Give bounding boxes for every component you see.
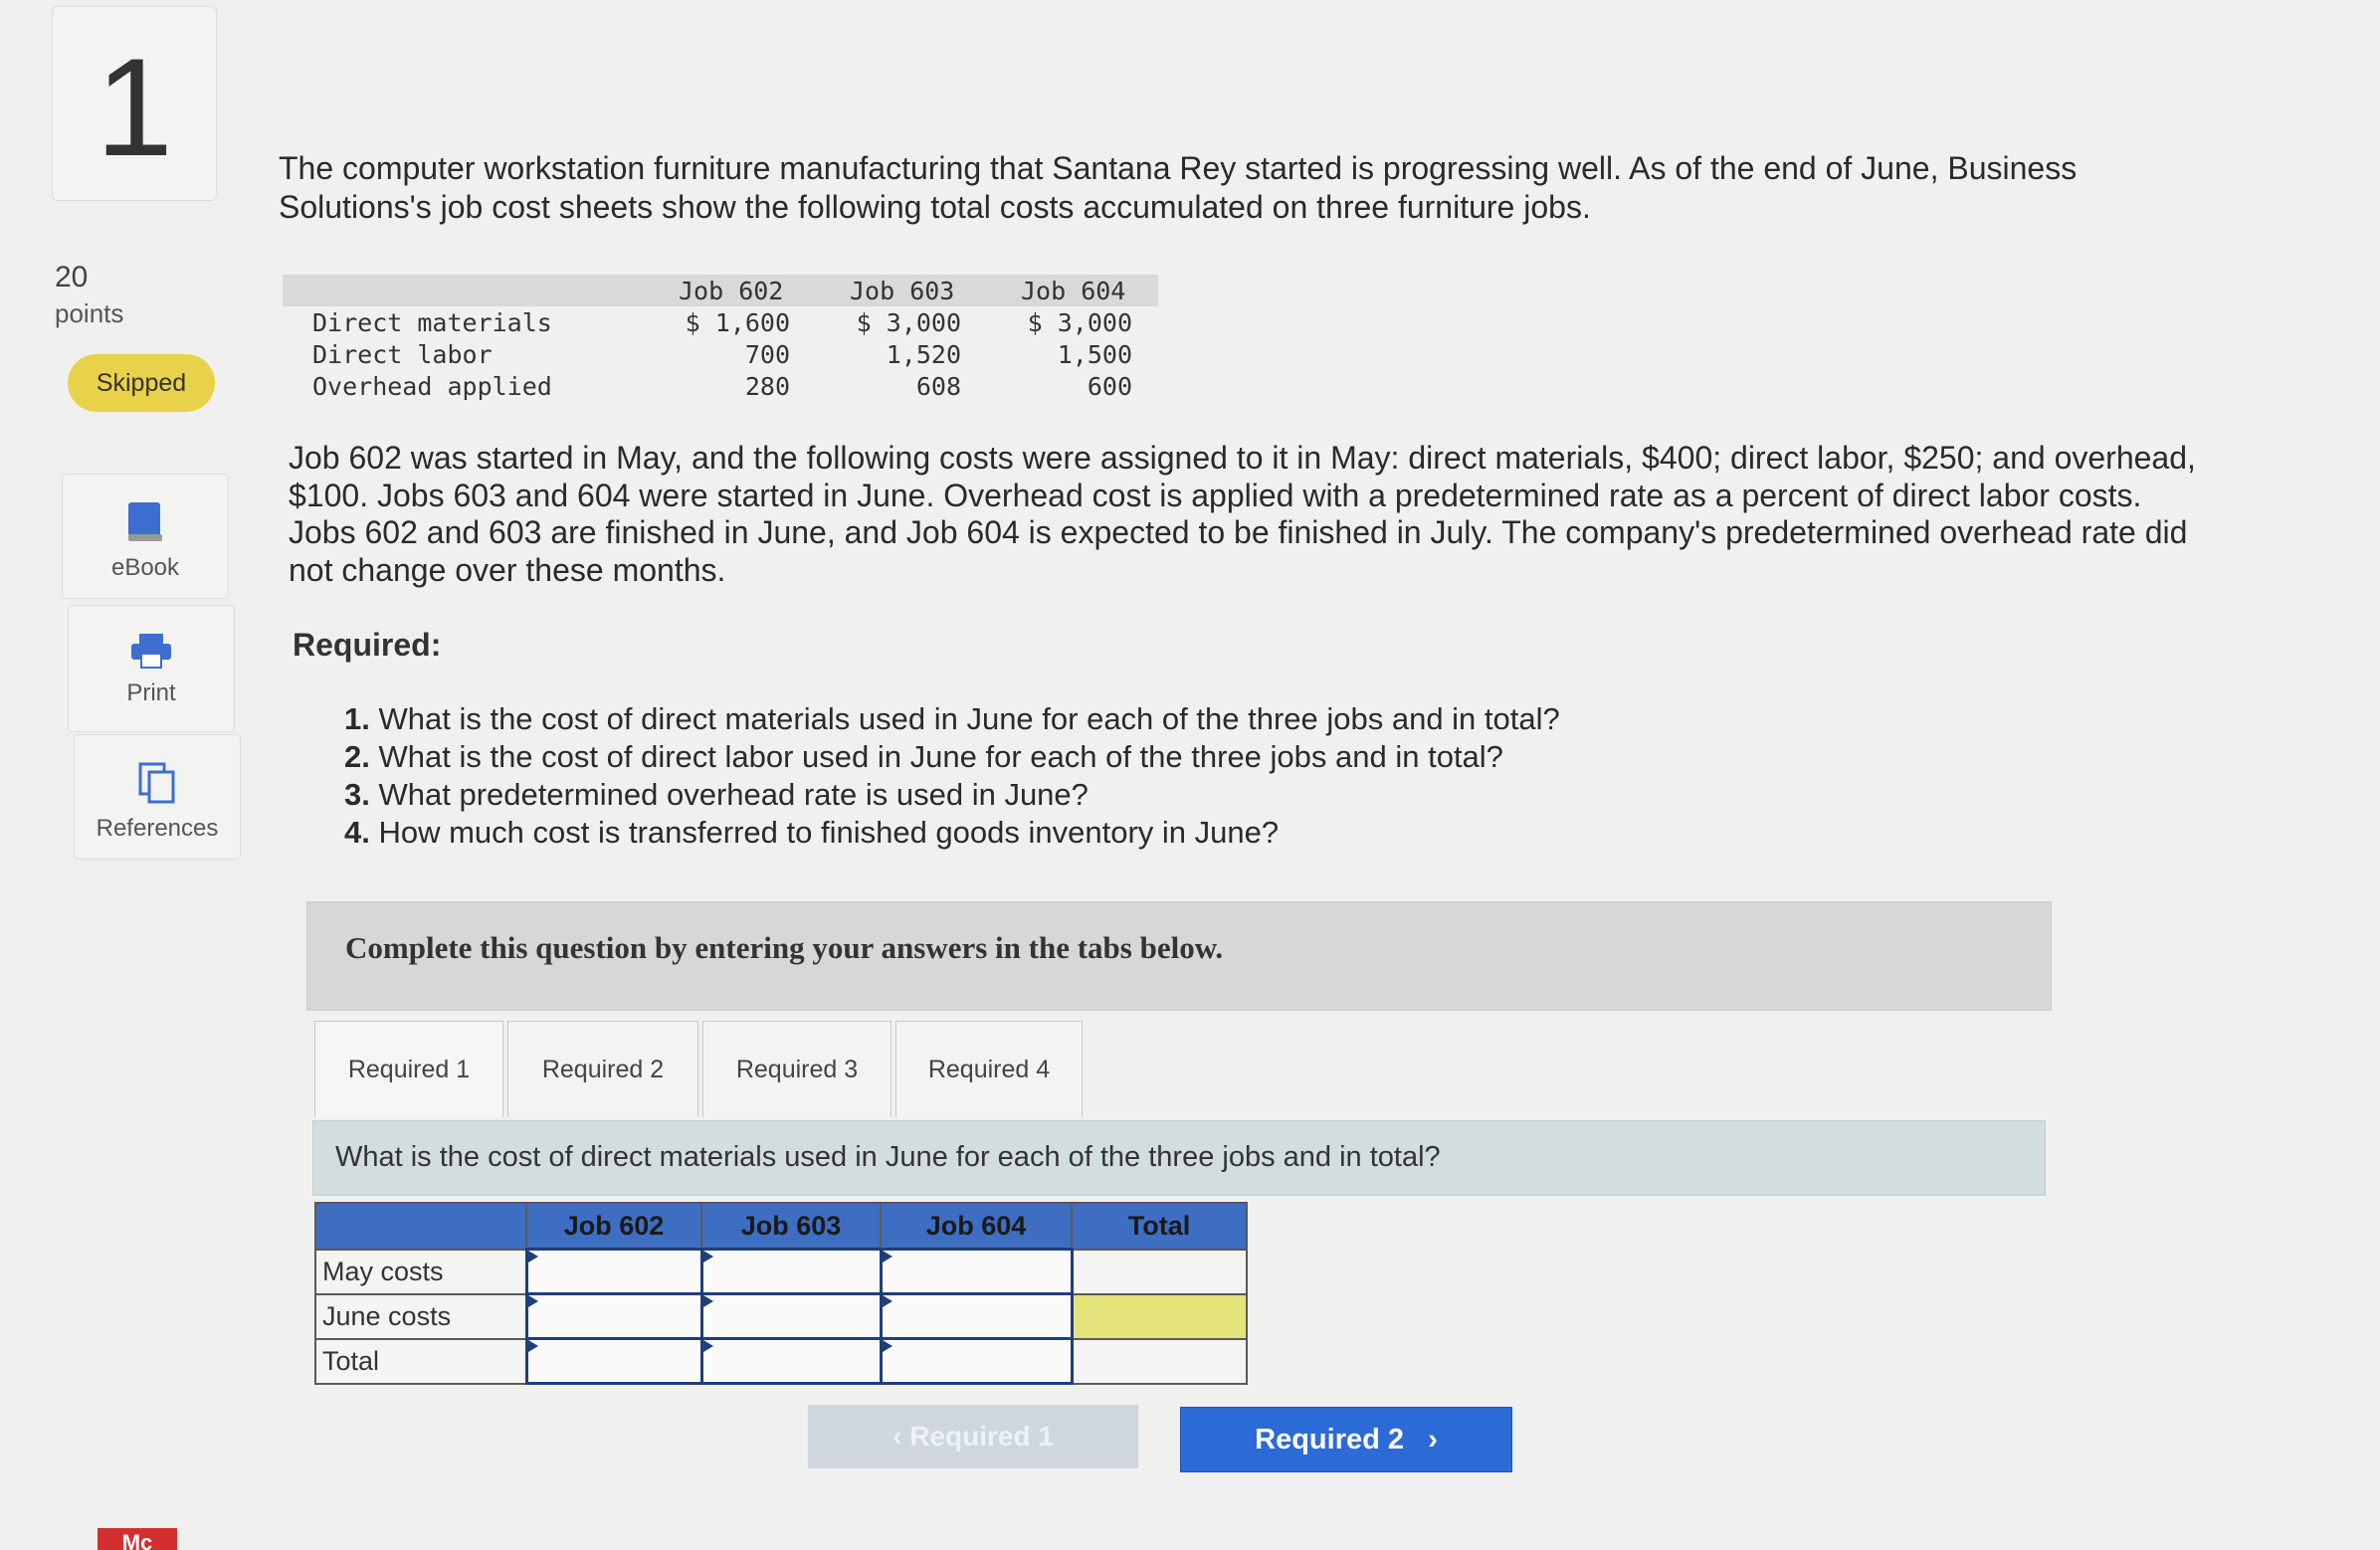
printer-icon [129,632,173,670]
required-heading: Required: [293,627,442,663]
row-label-may-costs: May costs [315,1250,526,1294]
list-item: 1. What is the cost of direct materials used in June for each of the three jobs and in total? [344,701,1560,736]
june-total-input[interactable] [1072,1294,1247,1339]
cost-row-direct-materials [283,306,1158,338]
answer-table [314,1202,1248,1385]
cell-value: 1,520 [886,340,961,369]
june-job603-input[interactable] [701,1294,881,1339]
print-label: Print [126,679,176,706]
cell-value: 700 [744,340,790,369]
grand-total-cell [1072,1339,1247,1384]
row-label: Direct labor [312,340,493,369]
chevron-left-icon: ‹ [892,1421,902,1452]
col-header-job-604: Job 604 [881,1203,1072,1250]
june-job604-input[interactable] [881,1294,1072,1339]
cost-row-overhead-applied [283,370,1158,402]
tab-required-3[interactable]: Required 3 [702,1021,892,1117]
cell-value: 608 [915,372,961,401]
requirements-list [344,700,1560,852]
references-icon [137,761,177,805]
june-job602-input[interactable] [526,1294,701,1339]
points-label: points [55,298,124,328]
col-header-total: Total [1072,1203,1247,1250]
problem-paragraph: Job 602 was started in May, and the following costs were assigned to it in May: direct materials, $400; direct labor, $250; and overhead, $100. Jobs 603 and 604 were started in June. Overhead cost is applied with a predetermined rate as a percent of direct labor costs. Jobs 602 and 603 are finished in June, and Job 604 is expected to be finished in July. The company's predetermined overhead rate did not change over these months. [289,440,2196,588]
cell-value: 280 [744,372,790,401]
tab-required-4[interactable]: Required 4 [895,1021,1083,1117]
next-required-button[interactable] [1180,1407,1512,1472]
cell-value: 1,500 [1057,340,1132,369]
job-cost-table [283,275,1158,402]
cell-value: 600 [1087,372,1132,401]
row-label-total: Total [315,1339,526,1384]
list-item: 2. What is the cost of direct labor used in June for each of the three jobs and in total? [344,739,1503,774]
question-number-box [52,6,217,201]
prev-required-button[interactable] [808,1405,1138,1468]
table-row [315,1294,1247,1339]
print-button[interactable] [68,605,235,732]
row-label-june-costs: June costs [315,1294,526,1339]
publisher-logo: Mc [98,1528,177,1550]
may-job604-input[interactable] [881,1250,1072,1294]
tab-question-bar [312,1120,2046,1196]
col-header-job-603: Job 603 [701,1203,881,1250]
ebook-button[interactable] [62,474,229,599]
may-job603-input[interactable] [701,1250,881,1294]
col-header-job-602: Job 602 [526,1203,701,1250]
next-label: Required 2 [1255,1424,1405,1455]
may-job602-input[interactable] [526,1250,701,1294]
row-label: Overhead applied [312,372,552,401]
tab-required-1[interactable]: Required 1 [314,1021,503,1117]
cell-value: $ 1,600 [685,308,790,337]
answer-header-row [315,1203,1247,1250]
instructions-text: Complete this question by entering your answers in the tabs below. [345,930,1224,965]
book-icon [126,500,164,544]
question-number: 1 [96,29,173,185]
col-header-job-604: Job 604 [1021,277,1126,305]
instructions-bar [306,901,2052,1011]
cost-table-header [283,275,1158,306]
table-row [315,1250,1247,1294]
status-badge: Skipped [68,354,215,412]
cell-value: $ 3,000 [856,308,961,337]
list-item: 4. How much cost is transferred to finished goods inventory in June? [344,815,1280,850]
tab-required-2[interactable]: Required 2 [507,1021,698,1117]
row-label: Direct materials [312,308,552,337]
list-item: 3. What predetermined overhead rate is used in June? [344,777,1089,812]
total-job602-input[interactable] [526,1339,701,1384]
may-total-cell [1072,1250,1247,1294]
total-job604-input[interactable] [881,1339,1072,1384]
col-header-job-603: Job 603 [850,277,955,305]
cell-value: $ 3,000 [1027,308,1132,337]
prev-label: Required 1 [909,1421,1054,1452]
tab-question-text: What is the cost of direct materials used in June for each of the three jobs and in total? [335,1141,1441,1173]
intro-paragraph: The computer workstation furniture manufacturing that Santana Rey started is progressing well. As of the end of June, Business Solutions's job cost sheets show the following total costs accumulated on three furniture jobs. [279,150,2078,225]
table-row [315,1339,1247,1384]
references-label: References [96,815,219,842]
references-button[interactable] [74,734,241,860]
chevron-right-icon: › [1412,1424,1438,1455]
col-header-blank [315,1203,526,1250]
total-job603-input[interactable] [701,1339,881,1384]
col-header-job-602: Job 602 [679,277,784,305]
points-value: 20 [55,261,89,293]
cost-row-direct-labor [283,338,1158,370]
ebook-label: eBook [110,554,180,581]
